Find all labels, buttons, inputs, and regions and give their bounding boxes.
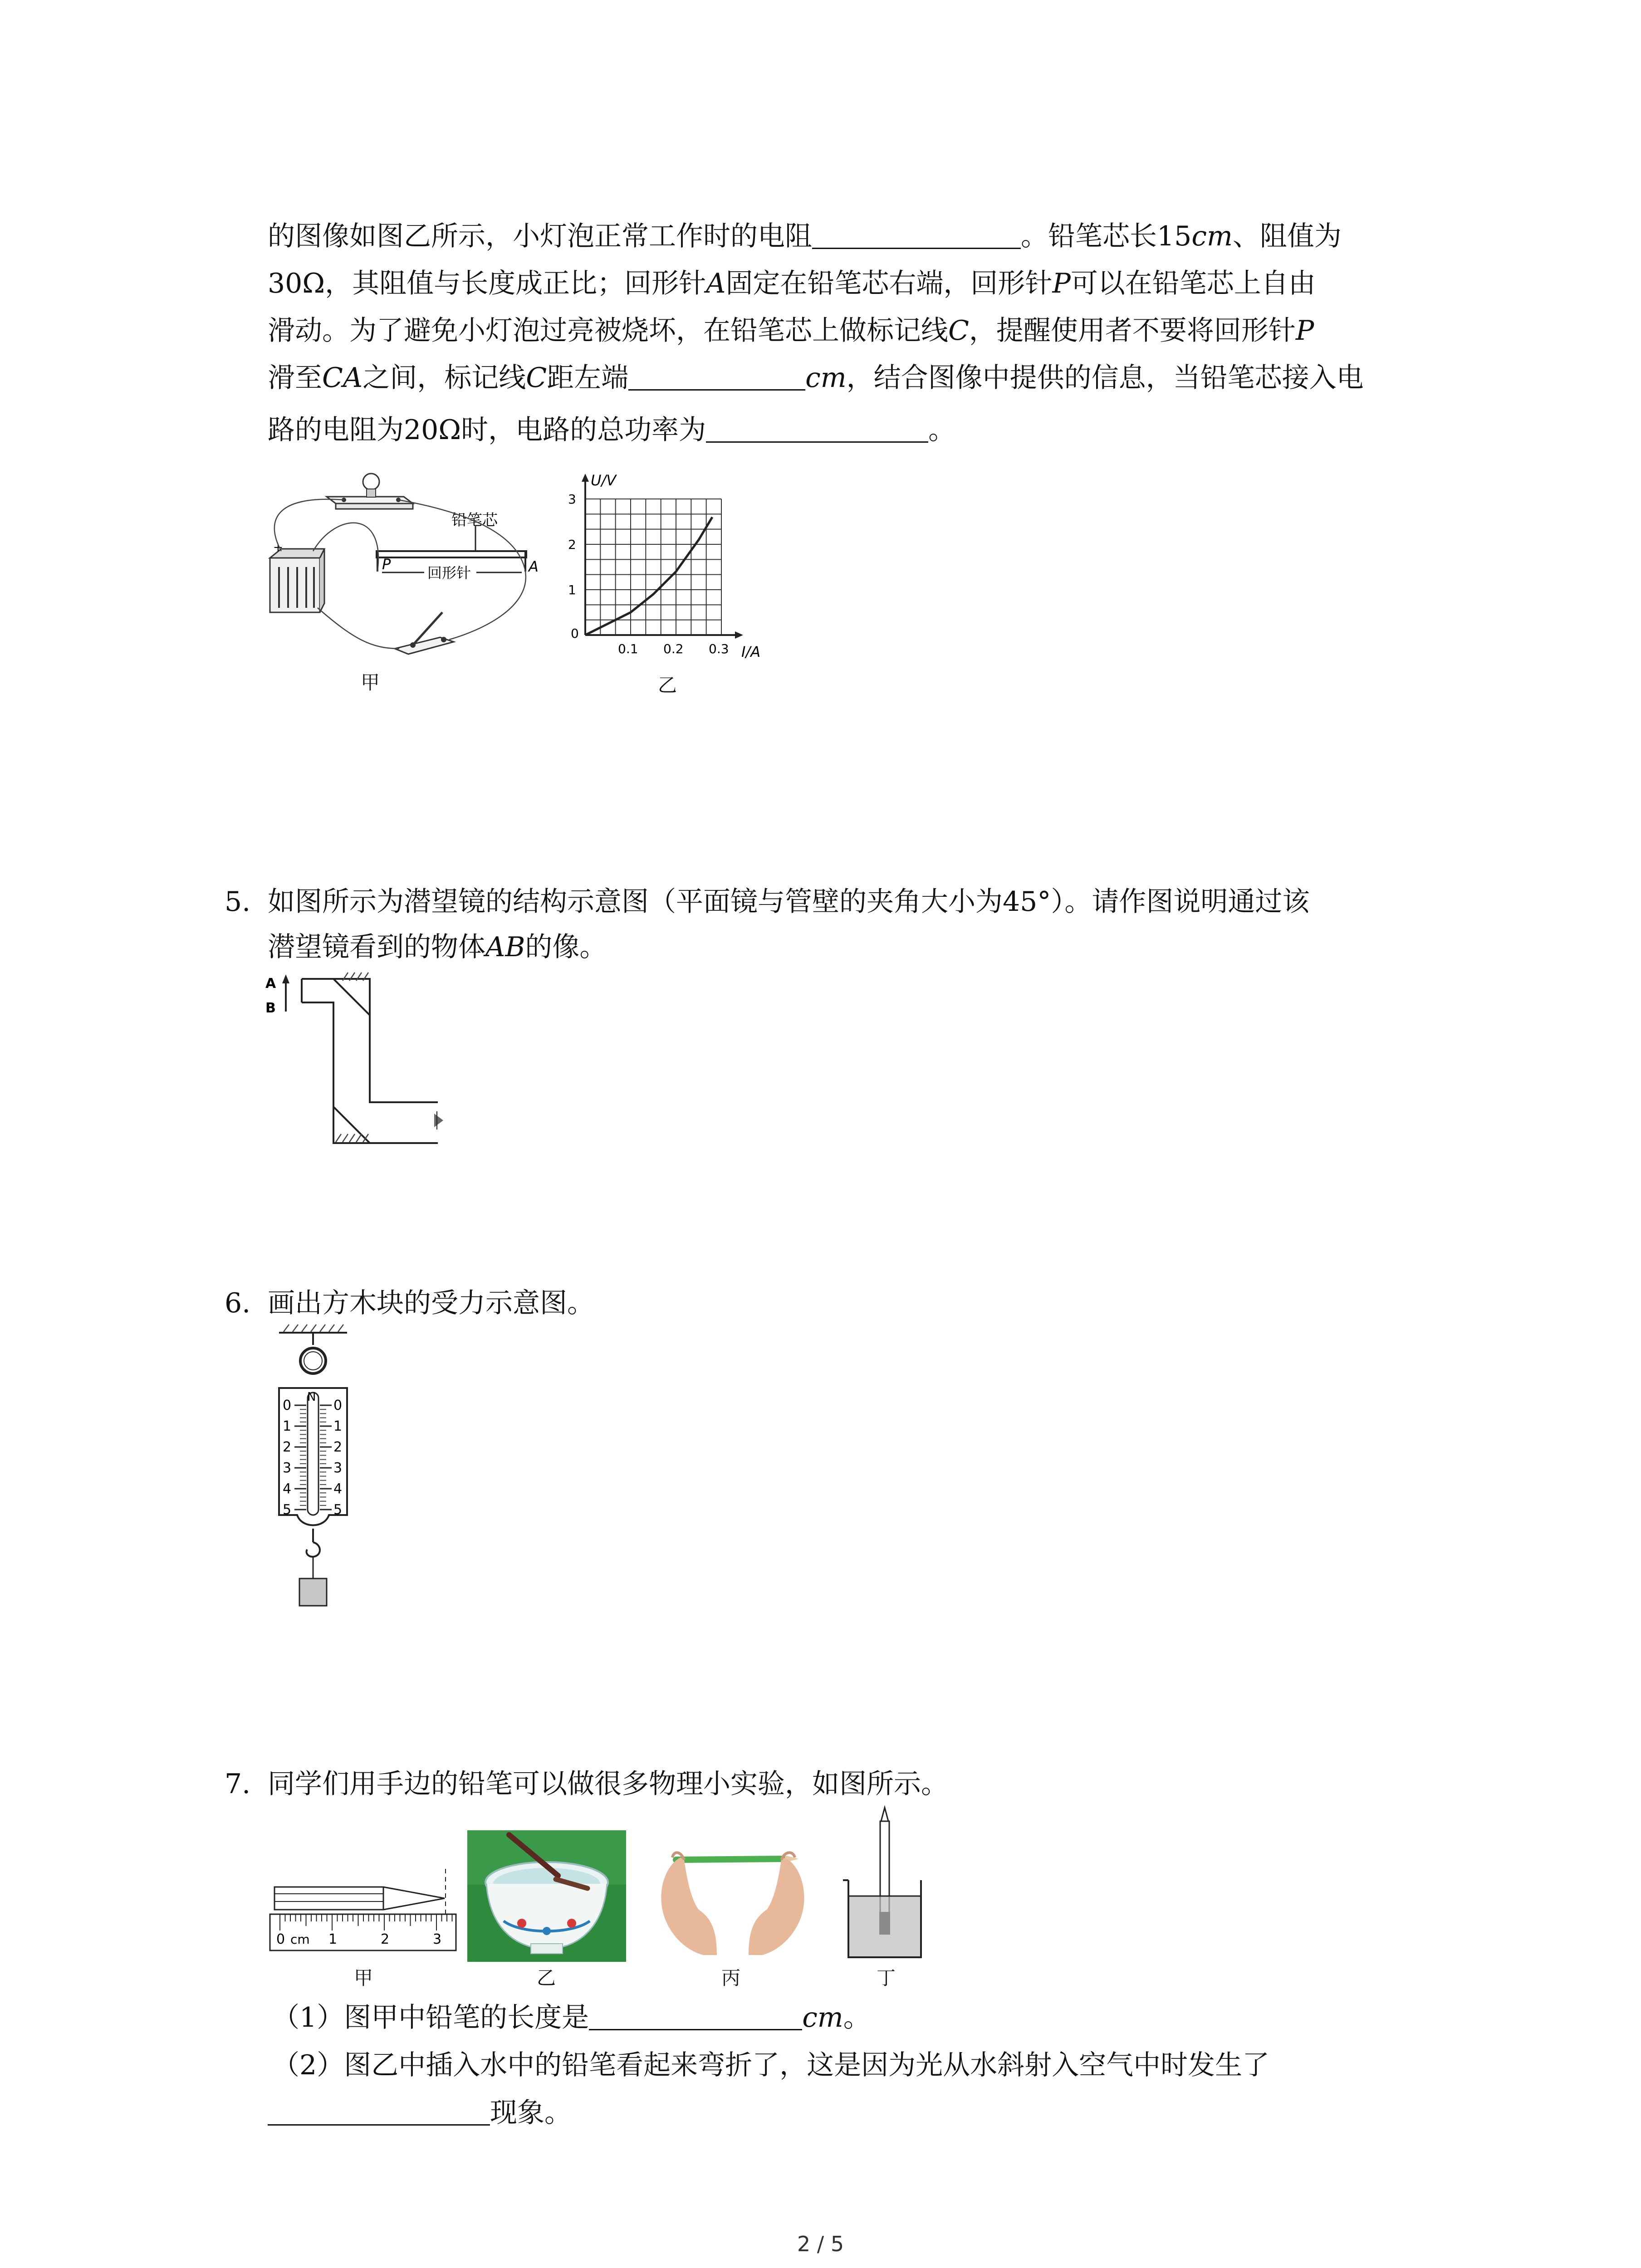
q4-unit: cm: [1191, 220, 1233, 252]
scale-tick-label-left: 1: [283, 1418, 292, 1434]
scale-tick-label-left: 4: [283, 1481, 292, 1497]
hook-icon: [307, 1542, 320, 1557]
answer-blank-phenomenon[interactable]: [268, 2097, 490, 2126]
label-b: B: [265, 1000, 276, 1016]
pencil-icon: [676, 1859, 785, 1860]
ui-curve: [585, 517, 712, 635]
pencil-icon: [274, 1887, 445, 1910]
q4-text: 的图像如图乙所示，小灯泡正常工作时的电阻: [268, 220, 812, 252]
y-tick-label: 1: [568, 582, 576, 597]
caption-jia: 甲: [354, 1967, 373, 1989]
ruler-tick-label: 2: [381, 1931, 390, 1947]
scale-tick-label-right: 1: [333, 1418, 343, 1434]
answer-blank-total-power[interactable]: [706, 414, 928, 443]
q7-sub-1: [272, 1998, 871, 2037]
caption-ding: 丁: [877, 1967, 896, 1989]
x-tick-label: 0.1: [618, 641, 638, 656]
q4-unit: cm: [805, 362, 847, 394]
scale-tick-label-right: 5: [333, 1502, 343, 1518]
q4-number: 15: [1157, 220, 1192, 252]
scale-tick-label-right: 2: [333, 1439, 343, 1455]
battery-icon: [270, 541, 324, 612]
svg-text:+: +: [273, 541, 283, 554]
q4-text: 滑至: [268, 362, 322, 394]
q4-line-5: [268, 411, 955, 450]
hands-pencil-photo: [649, 1833, 817, 1964]
answer-blank-mark-distance[interactable]: [628, 362, 805, 391]
beaker-pencil-figure: [839, 1808, 930, 1962]
ruler-pencil-figure: [270, 1851, 460, 1960]
q7-line-1: [268, 1765, 948, 1804]
wooden-block: [299, 1579, 327, 1606]
switch-icon: [395, 612, 454, 654]
q7-text: 同学们用手边的铅笔可以做很多物理小实验，如图所示。: [268, 1768, 948, 1800]
q4-symbol: P: [1052, 268, 1071, 299]
q4-text: 之间，标记线: [362, 362, 526, 394]
page-number: 2 / 5: [797, 2232, 844, 2256]
q7-text: 。: [843, 2002, 871, 2033]
spring-scale-diagram: [265, 1325, 356, 1633]
x-tick-label: 0.3: [709, 641, 729, 656]
q6-number: 6.: [225, 1287, 251, 1319]
lamp-icon: [327, 474, 413, 509]
q4-symbol: CA: [322, 362, 363, 394]
figure-caption-yi: 乙: [658, 674, 677, 696]
top-mirror: [333, 979, 370, 1015]
left-hand-icon: [661, 1853, 717, 1955]
scale-unit-letter: N: [307, 1390, 316, 1404]
q6-text: 画出方木块的受力示意图。: [268, 1287, 594, 1319]
scale-tick-label-left: 2: [283, 1439, 292, 1455]
q4-line-3: [268, 311, 1314, 350]
scale-tick-label-left: 0: [283, 1398, 292, 1413]
answer-blank-pencil-length[interactable]: [589, 2002, 802, 2030]
q7-unit: cm: [802, 2002, 843, 2033]
q5-text: 的像。: [525, 931, 607, 963]
q5-line-2: [268, 928, 607, 967]
q7-text: 现象。: [490, 2097, 572, 2129]
q4-line-1: [268, 217, 1342, 256]
origin-label: 0: [571, 626, 579, 641]
q6-line-1: [268, 1284, 594, 1323]
q5-line-1: [268, 882, 1309, 921]
q4-text: 。: [928, 414, 956, 446]
answer-blank-resistance[interactable]: [812, 220, 1021, 249]
q4-text: 可以在铅笔芯上自由: [1070, 268, 1316, 299]
q4-text: ，结合图像中提供的信息，当铅笔芯接入电: [846, 362, 1364, 394]
label-p: P: [382, 556, 391, 573]
label-a: A: [265, 976, 276, 992]
q4-text: ，提醒使用者不要将回形针: [969, 315, 1296, 347]
right-hand-icon: [749, 1853, 804, 1955]
circuit-diagram: [263, 458, 539, 667]
ruler-tick-label: 1: [328, 1931, 338, 1947]
ui-graph: [558, 472, 785, 667]
label-pencil-lead: 铅笔芯: [451, 511, 498, 529]
eye-icon: [434, 1111, 443, 1129]
q4-text: 滑动。为了避免小灯泡过亮被烧坏，在铅笔芯上做标记线: [268, 315, 948, 347]
label-paper-clip: 回形针: [427, 564, 471, 582]
q4-line-4: [268, 358, 1364, 397]
q4-text: 距左端: [547, 362, 629, 394]
q5-text: 潜望镜看到的物体: [268, 931, 485, 963]
ruler-tick-label: 3: [433, 1931, 442, 1947]
q4-symbol: C: [526, 362, 547, 394]
ruler-unit-label: cm: [290, 1932, 310, 1947]
figure-caption-jia: 甲: [361, 671, 380, 694]
q4-text: 30Ω，其阻值与长度成正比；回形针: [268, 268, 706, 299]
q7-sub-2-cont: [268, 2093, 572, 2132]
q4-text: 、阻值为: [1232, 220, 1342, 252]
q4-symbol: C: [948, 315, 969, 347]
y-tick-label: 3: [568, 492, 576, 507]
scale-tick-label-left: 5: [283, 1502, 292, 1518]
q5-symbol: AB: [485, 931, 525, 963]
q7-number: 7.: [225, 1768, 251, 1800]
q7-text: （1）图甲中铅笔的长度是: [272, 2002, 589, 2033]
q4-text: 固定在铅笔芯右端，回形针: [725, 268, 1053, 299]
x-axis-label: I/A: [741, 643, 761, 660]
label-a: A: [529, 558, 539, 575]
periscope-diagram: [265, 971, 456, 1152]
q4-line-2: [268, 264, 1316, 303]
y-tick-label: 2: [568, 537, 576, 552]
q5-number: 5.: [225, 886, 251, 918]
scale-tick-label-left: 3: [283, 1460, 292, 1476]
scale-tick-label-right: 4: [333, 1481, 343, 1497]
q4-symbol: P: [1295, 315, 1314, 347]
q7-sub-2: [272, 2046, 1269, 2085]
q7-text: （2）图乙中插入水中的铅笔看起来弯折了，这是因为光从水斜射入空气中时发生了: [272, 2049, 1270, 2081]
scale-tick-label-right: 3: [333, 1460, 343, 1476]
q4-text: 。铅笔芯长: [1021, 220, 1157, 252]
x-tick-label: 0.2: [663, 641, 684, 656]
caption-yi: 乙: [537, 1967, 556, 1989]
scale-tick-label-right: 0: [333, 1398, 343, 1413]
q4-text: 路的电阻为20Ω时，电路的总功率为: [268, 414, 706, 446]
q4-symbol: A: [706, 268, 726, 299]
caption-bing: 丙: [721, 1967, 741, 1989]
ruler-tick-label: 0: [276, 1931, 285, 1947]
bowl-photo: [467, 1830, 626, 1962]
y-axis-label: U/V: [591, 472, 617, 489]
q5-text: 如图所示为潜望镜的结构示意图（平面镜与管壁的夹角大小为45°）。请作图说明通过该: [268, 886, 1310, 918]
